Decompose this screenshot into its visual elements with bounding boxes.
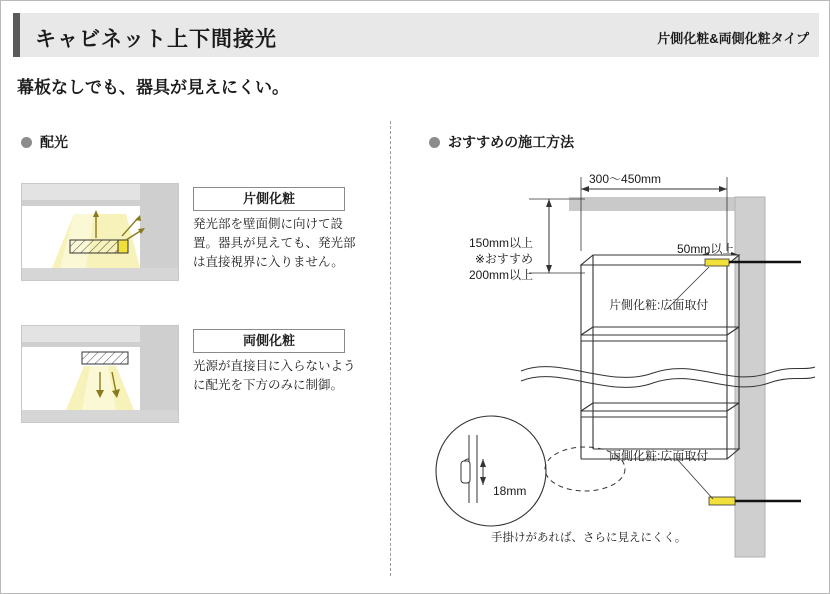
illustration-both-side	[21, 325, 179, 423]
dimension-height-line3: 200mm以上	[468, 268, 533, 283]
illustration-one-side	[21, 183, 179, 281]
detail-note: 手掛けがあれば、さらに見えにくく。	[491, 532, 687, 544]
description-both-side: 光源が直接目に入らないように配光を下方のみに制御。	[193, 359, 356, 392]
section-heading-installation	[429, 132, 574, 152]
description-one-side: 発光部を壁面側に向けて設置。器具が見えても、発光部は直接視界に入りません。	[193, 217, 356, 269]
installation-diagram	[409, 159, 821, 571]
bullet-dot-icon	[21, 137, 32, 148]
page-title: キャビネット上下間接光	[35, 28, 277, 51]
dimension-height-line1: 150mm以上	[468, 236, 533, 250]
one-side-light-diagram-svg	[22, 184, 178, 280]
section-heading-distribution-label: 配光	[40, 134, 68, 150]
dimension-height-line2: ※おすすめ	[474, 252, 533, 267]
header-bar	[13, 13, 819, 57]
callout-both-side: 両側化粧:広面取付	[609, 449, 709, 463]
bullet-dot-icon	[429, 137, 440, 148]
both-side-light-diagram-svg	[22, 326, 178, 422]
section-heading-installation-label: おすすめの施工方法	[448, 134, 575, 150]
header-type-note: 片側化粧&両側化粧タイプ	[657, 31, 809, 46]
installation-diagram-svg	[409, 159, 821, 571]
section-heading-distribution	[21, 132, 68, 152]
label-one-side: 片側化粧	[193, 187, 345, 211]
dimension-detail: 18mm	[493, 484, 527, 498]
vertical-divider	[390, 121, 391, 576]
dimension-width: 300〜450mm	[589, 172, 662, 186]
callout-one-side: 片側化粧:広面取付	[609, 298, 709, 312]
dimension-height-group	[429, 235, 533, 284]
label-both-side: 両側化粧	[193, 329, 345, 353]
dimension-offset: 50mm以上	[677, 242, 735, 256]
lead-text: 幕板なしでも、器具が見えにくい。	[17, 78, 289, 97]
header-accent-bar	[13, 13, 20, 57]
